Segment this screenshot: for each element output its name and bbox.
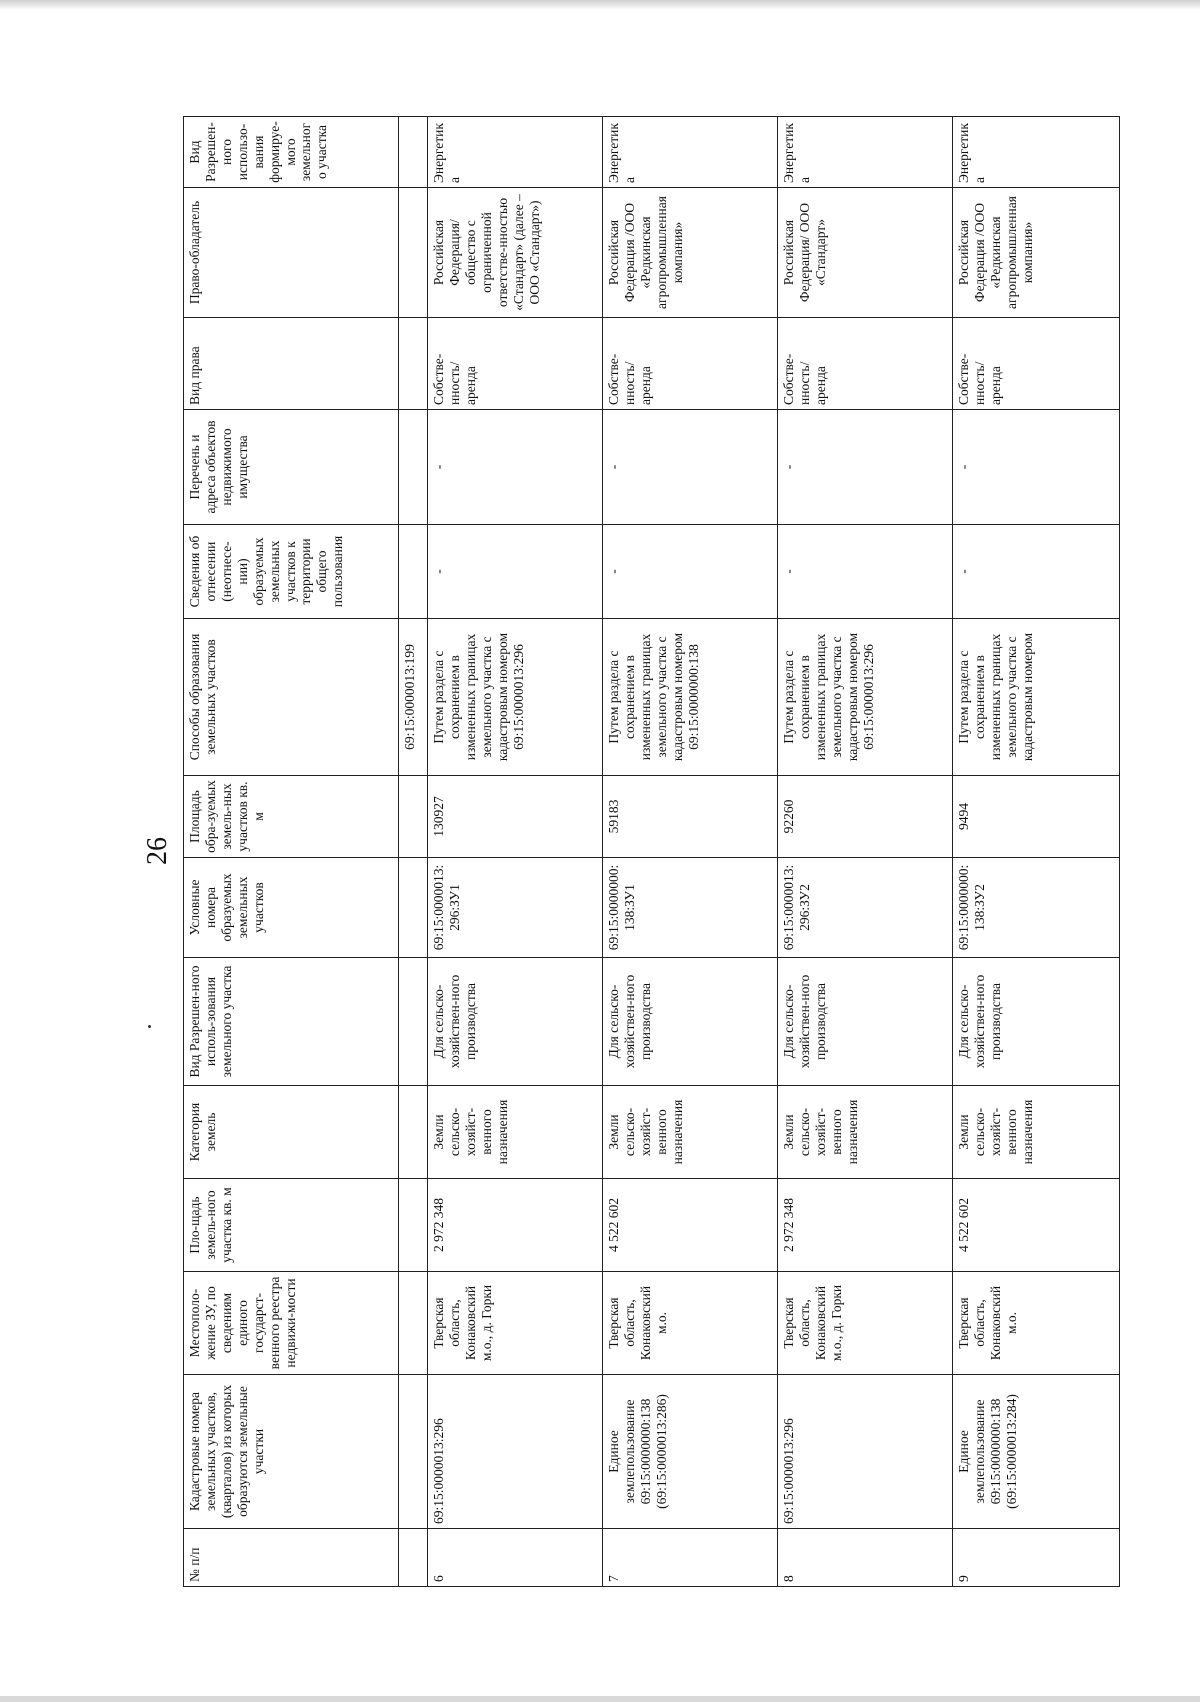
row-property: - <box>428 410 603 525</box>
row-area: 4 522 602 <box>953 1179 1120 1272</box>
row-formed-use: Энергетика <box>778 117 953 188</box>
row-cond-number: 69:15:0000013:296:ЗУ2 <box>778 858 953 958</box>
table-cell <box>399 958 428 1086</box>
table-cell <box>399 1086 428 1179</box>
table-cell <box>399 410 428 525</box>
table-cell <box>399 1529 428 1587</box>
row-right-type: Собстве-нность/ аренда <box>778 318 953 410</box>
row-property: - <box>603 410 778 525</box>
row-formed-area: 92260 <box>778 776 953 858</box>
table-cell <box>399 1272 428 1375</box>
row-cadastral: 69:15:0000013:296 <box>778 1375 953 1529</box>
table-cell <box>399 1375 428 1529</box>
continuation-method: 69:15:0000013:199 <box>399 619 428 776</box>
row-area: 2 972 348 <box>778 1179 953 1272</box>
row-use: Для сельско-хозяйствен-ного производства <box>603 958 778 1086</box>
row-location: Тверская область, Конаковский м.о., д. Горки <box>778 1272 953 1375</box>
table-header-row <box>184 117 399 1587</box>
row-location: Тверская область, Конаковский м.о., д. Горки <box>428 1272 603 1375</box>
row-property: - <box>778 410 953 525</box>
row-cond-number: 69:15:0000000:138:ЗУ1 <box>603 858 778 958</box>
row-cadastral: Единое землепользование 69:15:0000000:138 (69:15:0000013:284) <box>953 1375 1120 1529</box>
header-formed-use: Вид Разрешен-ного использо-вания формируе-мого земельного участка <box>184 117 399 188</box>
table-cell <box>399 117 428 188</box>
row-formed-area: 130927 <box>428 776 603 858</box>
header-common-use: Сведения об отнесении (неотнесе-нии) образуемых земельных участков к территории общего пользования <box>184 525 399 619</box>
row-use: Для сельско-хозяйствен-ного производства <box>953 958 1120 1086</box>
header-formed-area: Площадь обра-зуемых земель-ных участков кв. м <box>184 776 399 858</box>
row-num: 8 <box>778 1529 953 1587</box>
table-row <box>428 117 603 1587</box>
header-num: № п/п <box>184 1529 399 1587</box>
scan-edge-bottom <box>0 1696 1200 1702</box>
row-use: Для сельско-хозяйствен-ного производства <box>778 958 953 1086</box>
header-right-type: Вид права <box>184 318 399 410</box>
row-cond-number: 69:15:0000013:296:ЗУ1 <box>428 858 603 958</box>
header-holder: Право-обладатель <box>184 188 399 318</box>
row-num: 7 <box>603 1529 778 1587</box>
scan-edge-top <box>0 0 1200 10</box>
row-formed-use: Энергетика <box>953 117 1120 188</box>
row-num: 6 <box>428 1529 603 1587</box>
header-area: Пло-щадь земель-ного участка кв. м <box>184 1179 399 1272</box>
row-formed-area: 9494 <box>953 776 1120 858</box>
row-property: - <box>953 410 1120 525</box>
header-location: Местополо-жение ЗУ, по сведениям единого государст-венного реестра недвижи-мости <box>184 1272 399 1375</box>
row-method: Путем раздела с сохранением в измененных границах земельного участка с кадастровым номером 69:15:0000000:138 <box>603 619 778 776</box>
table-cell <box>399 1179 428 1272</box>
row-right-type: Собстве-нность/ аренда <box>428 318 603 410</box>
row-category: Земли сельско-хозяйст-венного назначения <box>778 1086 953 1179</box>
header-methods: Способы образования земельных участков <box>184 619 399 776</box>
table-cell <box>399 776 428 858</box>
land-plots-table <box>183 116 1120 1587</box>
header-use: Вид Разрешен-ного исполь-зования земельного участка <box>184 958 399 1086</box>
row-location: Тверская область, Конаковский м.о. <box>603 1272 778 1375</box>
header-category: Категория земель <box>184 1086 399 1179</box>
row-right-type: Собстве-нность/ аренда <box>603 318 778 410</box>
row-formed-use: Энергетика <box>603 117 778 188</box>
row-holder: Российская Федерация /ООО «Редкинская агропромышленная компания» <box>603 188 778 318</box>
row-holder: Российская Федерация/ ООО «Стандарт» <box>778 188 953 318</box>
row-cadastral: 69:15:0000013:296 <box>428 1375 603 1529</box>
table-cell <box>399 525 428 619</box>
row-method: Путем раздела с сохранением в измененных границах земельного участка с кадастровым номером 69:15:0000013:296 <box>778 619 953 776</box>
row-common-use: - <box>428 525 603 619</box>
header-cadastral: Кадастровые номера земельных участков, (кварталов) из которых образуются земельные участки <box>184 1375 399 1529</box>
row-use: Для сельско-хозяйствен-ного производства <box>428 958 603 1086</box>
table-cell <box>399 188 428 318</box>
row-area: 2 972 348 <box>428 1179 603 1272</box>
row-category: Земли сельско-хозяйст-венного назначения <box>603 1086 778 1179</box>
table-row <box>778 117 953 1587</box>
row-category: Земли сельско-хозяйст-венного назначения <box>428 1086 603 1179</box>
row-method: Путем раздела с сохранением в измененных границах земельного участка с кадастровым номером <box>953 619 1120 776</box>
table-row <box>953 117 1120 1587</box>
header-property: Перечень и адреса объектов недвижимого имущества <box>184 410 399 525</box>
row-method: Путем раздела с сохранением в измененных границах земельного участка с кадастровым номером 69:15:0000013:296 <box>428 619 603 776</box>
page-number: 26 <box>142 837 173 865</box>
table-row <box>603 117 778 1587</box>
table-cell <box>399 858 428 958</box>
table-cell <box>399 318 428 410</box>
row-common-use: - <box>603 525 778 619</box>
row-cond-number: 69:15:0000000:138:ЗУ2 <box>953 858 1120 958</box>
row-common-use: - <box>778 525 953 619</box>
row-area: 4 522 602 <box>603 1179 778 1272</box>
row-num: 9 <box>953 1529 1120 1587</box>
header-cond-numbers: Условные номера образуемых земельных участков <box>184 858 399 958</box>
scan-speck <box>148 1025 151 1028</box>
continuation-row <box>399 117 428 1587</box>
row-right-type: Собстве-нность/ аренда <box>953 318 1120 410</box>
row-common-use: - <box>953 525 1120 619</box>
row-holder: Российская Федерация/ общество с ограниченной ответстве-нностью «Стандарт» (далее – ООО «Стандарт») <box>428 188 603 318</box>
row-cadastral: Единое землепользование 69:15:0000000:138 (69:15:0000013:286) <box>603 1375 778 1529</box>
row-formed-area: 59183 <box>603 776 778 858</box>
row-category: Земли сельско-хозяйст-венного назначения <box>953 1086 1120 1179</box>
row-holder: Российская Федерация /ООО «Редкинская агропромышленная компания» <box>953 188 1120 318</box>
row-formed-use: Энергетика <box>428 117 603 188</box>
rotated-table-wrapper <box>183 117 1103 1587</box>
row-location: Тверская область, Конаковский м.о. <box>953 1272 1120 1375</box>
